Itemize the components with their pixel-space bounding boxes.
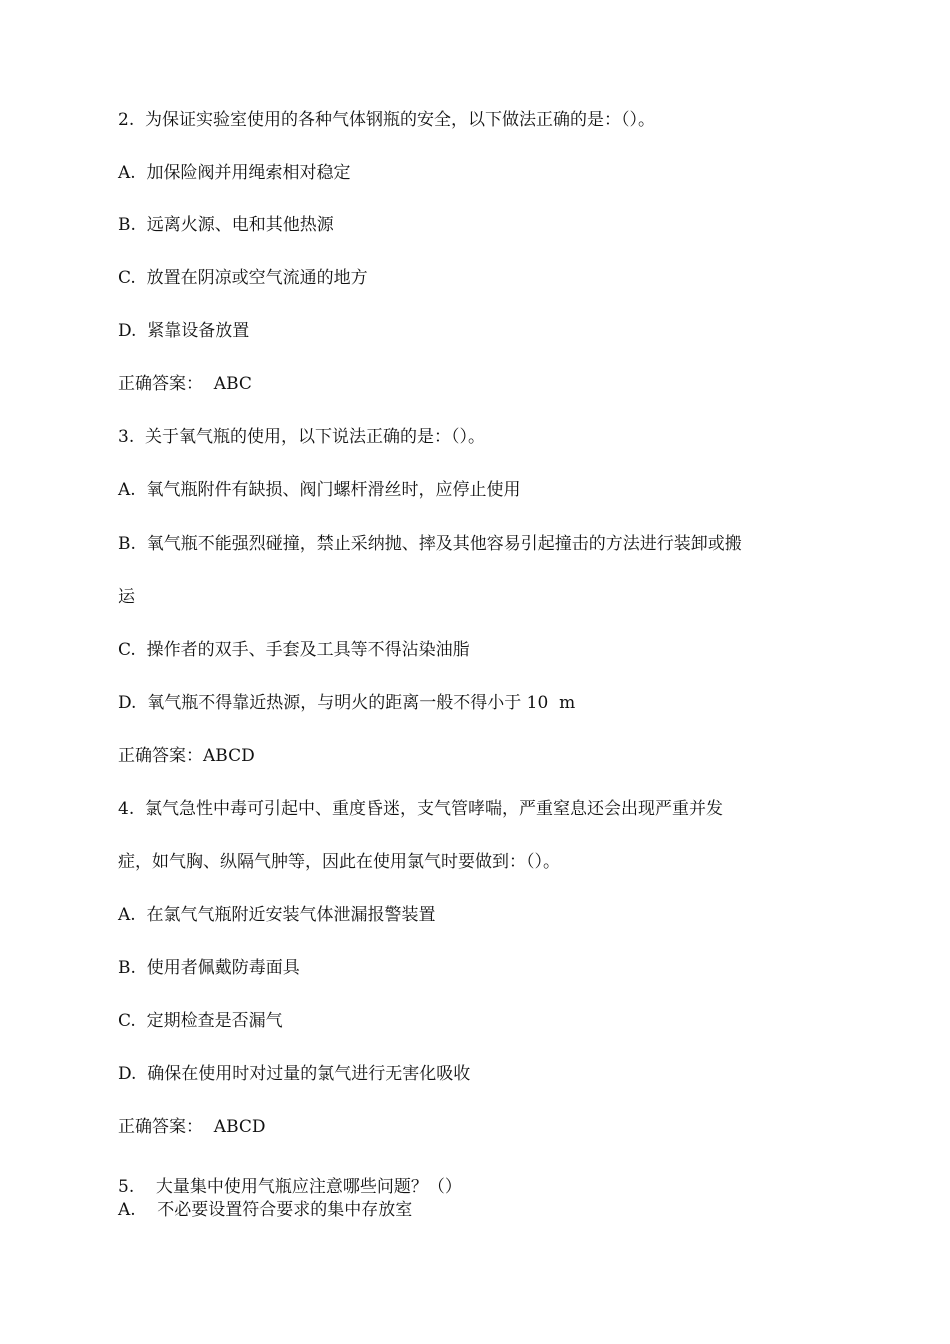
question-2-stem: 2. 为保证实验室使用的各种气体钢瓶的安全，以下做法正确的是：（）。	[118, 110, 656, 130]
question-3-stem: 3. 关于氧气瓶的使用，以下说法正确的是：（）。	[118, 427, 486, 447]
question-4-answer: 正确答案： ABCD	[118, 1117, 266, 1137]
question-3-option-b-line-2: 运	[118, 587, 135, 607]
question-3-option-b-line-1: B. 氧气瓶不能强烈碰撞，禁止采纳抛、摔及其他容易引起撞击的方法进行装卸或搬	[118, 534, 742, 554]
question-2-option-c: C. 放置在阴凉或空气流通的地方	[118, 268, 368, 288]
question-2-option-b: B. 远离火源、电和其他热源	[118, 215, 334, 235]
question-2-option-d: D. 紧靠设备放置	[118, 321, 250, 341]
question-3-option-a: A. 氧气瓶附件有缺损、阀门螺杆滑丝时，应停止使用	[118, 480, 521, 500]
question-4-option-d: D. 确保在使用时对过量的氯气进行无害化吸收	[118, 1064, 471, 1084]
question-2-answer: 正确答案： ABC	[118, 374, 252, 394]
question-4-option-c: C. 定期检查是否漏气	[118, 1011, 283, 1031]
question-3-answer: 正确答案：ABCD	[118, 746, 255, 766]
question-3-option-c: C. 操作者的双手、手套及工具等不得沾染油脂	[118, 640, 470, 660]
question-4-stem-line-1: 4. 氯气急性中毒可引起中、重度昏迷，支气管哮喘，严重窒息还会出现严重并发	[118, 799, 724, 819]
question-5-option-a: A. 不必要设置符合要求的集中存放室	[118, 1200, 413, 1220]
question-5-stem: 5. 大量集中使用气瓶应注意哪些问题？（）	[118, 1177, 462, 1197]
question-4-option-a: A. 在氯气气瓶附近安装气体泄漏报警装置	[118, 905, 436, 925]
question-2-option-a: A. 加保险阀并用绳索相对稳定	[118, 163, 351, 183]
question-4-option-b: B. 使用者佩戴防毒面具	[118, 958, 300, 978]
question-4-stem-line-2: 症，如气胸、纵隔气肿等，因此在使用氯气时要做到：（）。	[118, 852, 560, 872]
question-3-option-d: D. 氧气瓶不得靠近热源，与明火的距离一般不得小于 10 m	[118, 693, 576, 713]
